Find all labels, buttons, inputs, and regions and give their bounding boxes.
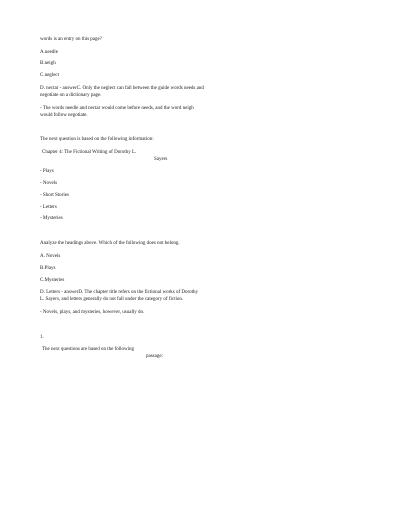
question-number: 1. bbox=[40, 335, 44, 340]
option-a: A. Novels bbox=[40, 254, 61, 259]
passage-intro-line-1: The next questions are based on the following bbox=[42, 347, 135, 352]
option-c: C.Mysteries bbox=[40, 278, 65, 283]
answer-line-2: negotiate on a dictionary page. bbox=[40, 93, 102, 98]
answer-line-1: D. Letters - answerD. The chapter title refers on the fictional works of Dorothy bbox=[40, 290, 199, 295]
heading-item: - Short Stories bbox=[40, 193, 69, 198]
passage-intro-line-2: passage: bbox=[146, 354, 163, 359]
info-intro: The next question is based on the following information: bbox=[40, 137, 154, 142]
heading-item: - Plays bbox=[40, 169, 54, 174]
question-text: Analyze the headings above. Which of the following does not belong. bbox=[40, 241, 180, 246]
question-text: words is an entry on this page? bbox=[40, 37, 102, 42]
option-b: B.Plays bbox=[40, 266, 56, 271]
option-c: C.neglect bbox=[40, 73, 60, 78]
chapter-title-line-2: Sayers bbox=[154, 157, 168, 162]
answer-line-1: D. nectar - answerC. Only the neglect can fall between the guide words needs and bbox=[40, 86, 204, 91]
answer-line-2: L. Sayers, and letters generally do not fall under the category of fiction. bbox=[40, 297, 184, 302]
heading-item: - Novels bbox=[40, 181, 58, 186]
option-a: A.needle bbox=[40, 50, 58, 55]
heading-item: - Mysteries bbox=[40, 216, 63, 221]
explanation-line-2: would follow negotiate. bbox=[40, 113, 88, 118]
explanation-line-1: - The words needle and nectar would come before needs, and the word neigh bbox=[40, 106, 194, 111]
explanation-line: - Novels, plays, and mysteries, however, usually do. bbox=[40, 310, 145, 315]
heading-item: - Letters bbox=[40, 205, 57, 210]
chapter-title-line-1: Chapter 4: The Fictional Writing of Dorothy L. bbox=[42, 150, 137, 155]
option-b: B.neigh bbox=[40, 61, 56, 66]
